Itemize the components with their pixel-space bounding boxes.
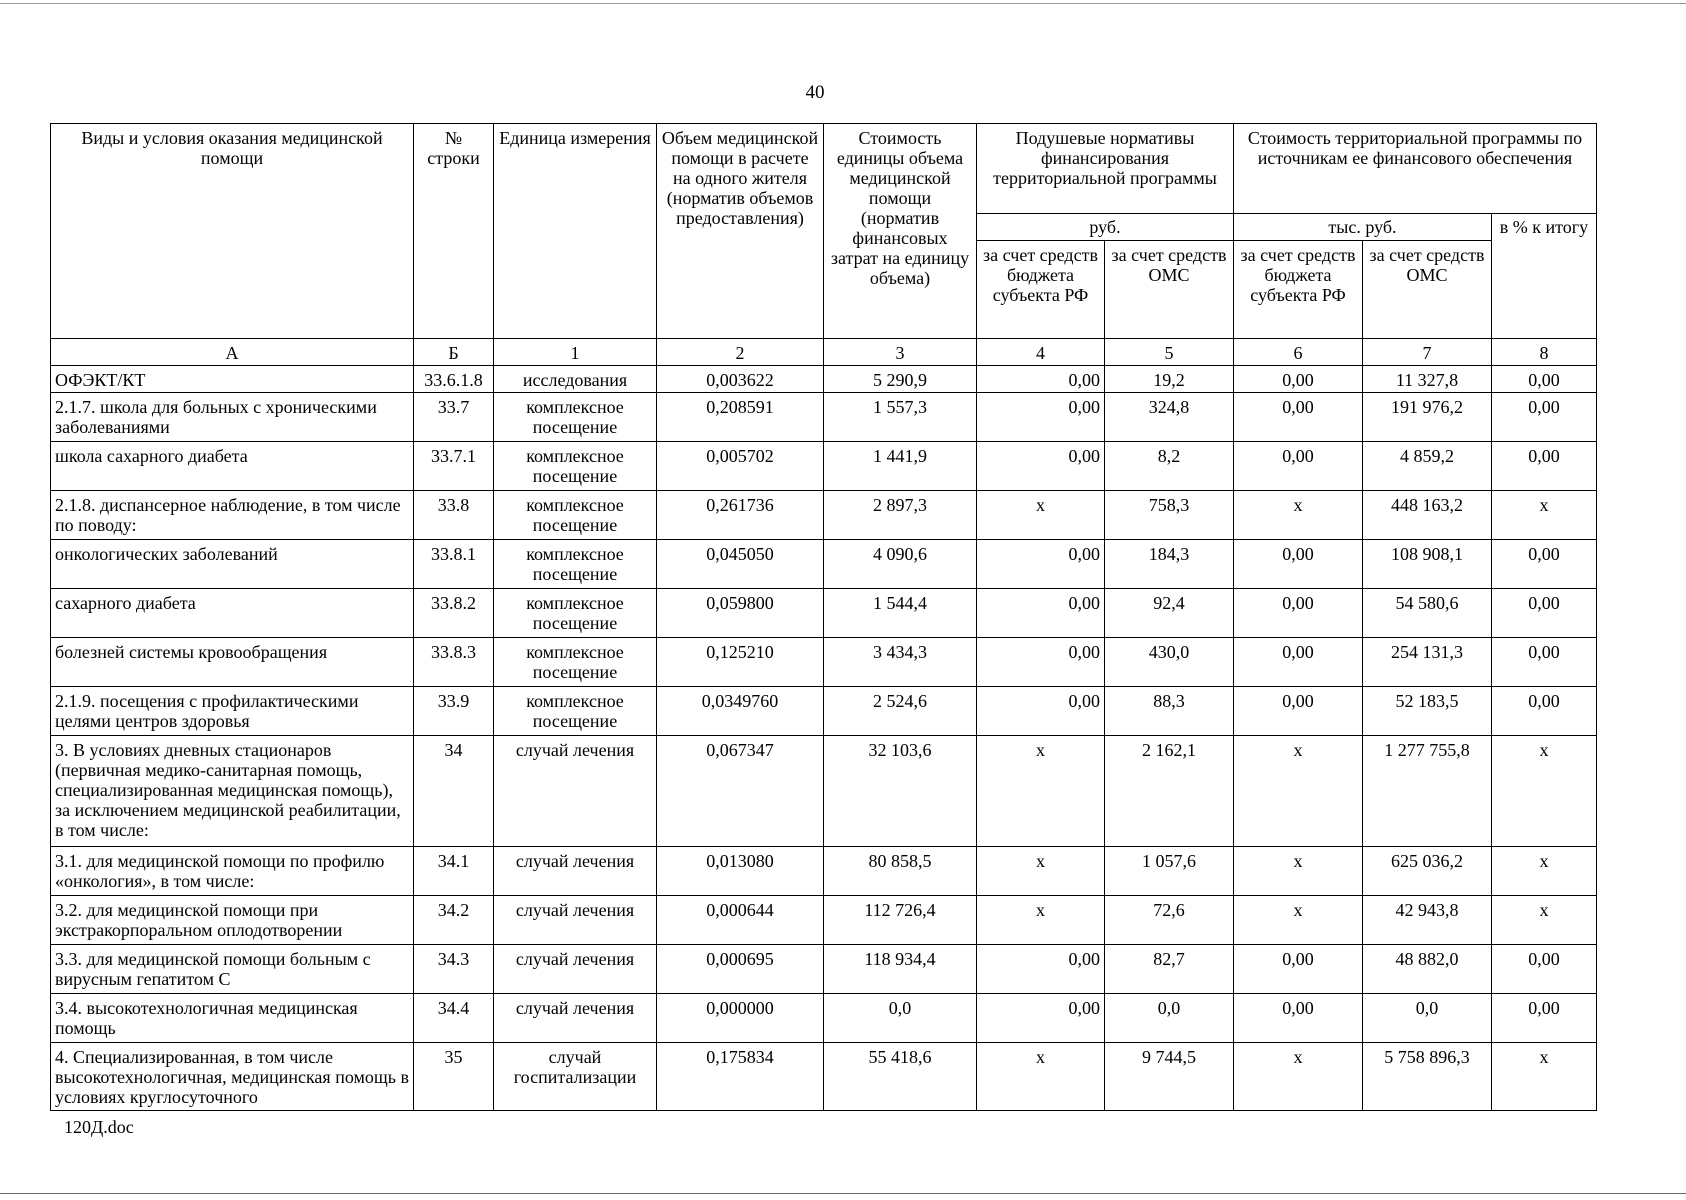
- row-budget-rub: х: [977, 491, 1105, 540]
- row-budget-thous: х: [1234, 847, 1363, 896]
- row-budget-thous: 0,00: [1234, 638, 1363, 687]
- row-number: 33.7.1: [414, 442, 494, 491]
- row-number: 33.8.2: [414, 589, 494, 638]
- row-budget-thous: 0,00: [1234, 687, 1363, 736]
- column-letter: 1: [494, 339, 657, 366]
- table-row: [51, 1043, 1597, 1111]
- row-percent: х: [1492, 847, 1597, 896]
- row-unit-cost: 118 934,4: [824, 945, 977, 994]
- row-oms-rub: 184,3: [1105, 540, 1234, 589]
- row-volume: 0,059800: [657, 589, 824, 638]
- row-oms-rub: 2 162,1: [1105, 736, 1234, 847]
- scan-top-edge: [0, 3, 1686, 4]
- row-name: 3.3. для медицинской помощи больным с вирусным гепатитом С: [51, 945, 414, 994]
- row-unit: случай лечения: [494, 736, 657, 847]
- row-oms-thous: 1 277 755,8: [1363, 736, 1492, 847]
- header-unit-cost: Стоимость единицы объема медицинской помощи (норматив финансовых затрат на единицу объема): [824, 124, 977, 339]
- row-unit: случай лечения: [494, 896, 657, 945]
- row-budget-rub: 0,00: [977, 638, 1105, 687]
- header-budget-thous: за счет средств бюджета субъекта РФ: [1234, 241, 1363, 339]
- row-number: 33.8.3: [414, 638, 494, 687]
- row-budget-thous: х: [1234, 1043, 1363, 1111]
- row-number: 33.7: [414, 393, 494, 442]
- row-oms-rub: 0,0: [1105, 994, 1234, 1043]
- row-oms-thous: 11 327,8: [1363, 366, 1492, 393]
- row-percent: х: [1492, 896, 1597, 945]
- row-oms-rub: 82,7: [1105, 945, 1234, 994]
- column-letter: 4: [977, 339, 1105, 366]
- row-oms-thous: 0,0: [1363, 994, 1492, 1043]
- row-name: 2.1.7. школа для больных с хроническими заболеваниями: [51, 393, 414, 442]
- header-rub: руб.: [977, 214, 1234, 241]
- row-oms-thous: 4 859,2: [1363, 442, 1492, 491]
- header-type: Виды и условия оказания медицинской помощи: [51, 124, 414, 339]
- row-name: школа сахарного диабета: [51, 442, 414, 491]
- row-unit: комплексное посещение: [494, 638, 657, 687]
- row-oms-rub: 72,6: [1105, 896, 1234, 945]
- row-budget-thous: х: [1234, 491, 1363, 540]
- row-number: 33.9: [414, 687, 494, 736]
- financing-table: [50, 123, 1597, 1111]
- row-oms-rub: 430,0: [1105, 638, 1234, 687]
- row-volume: 0,000644: [657, 896, 824, 945]
- row-percent: 0,00: [1492, 393, 1597, 442]
- row-volume: 0,0349760: [657, 687, 824, 736]
- row-name: 3.4. высокотехнологичная медицинская помощь: [51, 994, 414, 1043]
- row-oms-thous: 448 163,2: [1363, 491, 1492, 540]
- table-row: [51, 366, 1597, 393]
- header-per-capita-group: Подушевые нормативы финансирования территориальной программы: [977, 124, 1234, 214]
- row-budget-thous: 0,00: [1234, 393, 1363, 442]
- header-volume: Объем медицинской помощи в расчете на одного жителя (норматив объемов предоставления): [657, 124, 824, 339]
- row-unit-cost: 1 441,9: [824, 442, 977, 491]
- header-percent: в % к итогу: [1492, 214, 1597, 339]
- table-row: [51, 638, 1597, 687]
- row-oms-thous: 625 036,2: [1363, 847, 1492, 896]
- row-volume: 0,125210: [657, 638, 824, 687]
- header-oms-rub: за счет средств ОМС: [1105, 241, 1234, 339]
- scan-bottom-edge: [0, 1193, 1686, 1194]
- row-volume: 0,175834: [657, 1043, 824, 1111]
- row-number: 34.2: [414, 896, 494, 945]
- row-volume: 0,000695: [657, 945, 824, 994]
- row-oms-thous: 108 908,1: [1363, 540, 1492, 589]
- row-number: 34: [414, 736, 494, 847]
- row-unit-cost: 0,0: [824, 994, 977, 1043]
- table-row: [51, 589, 1597, 638]
- row-budget-rub: 0,00: [977, 442, 1105, 491]
- row-percent: 0,00: [1492, 442, 1597, 491]
- table-row: [51, 847, 1597, 896]
- row-unit: комплексное посещение: [494, 491, 657, 540]
- row-volume: 0,045050: [657, 540, 824, 589]
- row-budget-rub: 0,00: [977, 994, 1105, 1043]
- row-budget-thous: 0,00: [1234, 589, 1363, 638]
- header-unit: Единица измерения: [494, 124, 657, 339]
- row-budget-rub: 0,00: [977, 589, 1105, 638]
- table-row: [51, 945, 1597, 994]
- row-unit: случай лечения: [494, 945, 657, 994]
- row-number: 33.8: [414, 491, 494, 540]
- row-volume: 0,003622: [657, 366, 824, 393]
- row-budget-rub: х: [977, 847, 1105, 896]
- row-unit: исследования: [494, 366, 657, 393]
- row-oms-rub: 9 744,5: [1105, 1043, 1234, 1111]
- row-oms-rub: 88,3: [1105, 687, 1234, 736]
- row-unit-cost: 32 103,6: [824, 736, 977, 847]
- column-letter: 3: [824, 339, 977, 366]
- row-unit-cost: 55 418,6: [824, 1043, 977, 1111]
- row-budget-thous: 0,00: [1234, 994, 1363, 1043]
- row-oms-thous: 42 943,8: [1363, 896, 1492, 945]
- row-oms-thous: 5 758 896,3: [1363, 1043, 1492, 1111]
- row-name: онкологических заболеваний: [51, 540, 414, 589]
- row-volume: 0,005702: [657, 442, 824, 491]
- row-budget-rub: х: [977, 736, 1105, 847]
- row-oms-rub: 19,2: [1105, 366, 1234, 393]
- row-name: сахарного диабета: [51, 589, 414, 638]
- row-oms-rub: 1 057,6: [1105, 847, 1234, 896]
- row-budget-thous: х: [1234, 736, 1363, 847]
- row-percent: 0,00: [1492, 366, 1597, 393]
- row-name: 3.1. для медицинской помощи по профилю «онкология», в том числе:: [51, 847, 414, 896]
- row-oms-thous: 191 976,2: [1363, 393, 1492, 442]
- table-row: [51, 994, 1597, 1043]
- row-name: 2.1.8. диспансерное наблюдение, в том числе по поводу:: [51, 491, 414, 540]
- table-row: [51, 896, 1597, 945]
- column-letter: 7: [1363, 339, 1492, 366]
- row-unit-cost: 80 858,5: [824, 847, 977, 896]
- header-row-number: № строки: [414, 124, 494, 339]
- row-percent: 0,00: [1492, 540, 1597, 589]
- row-unit: комплексное посещение: [494, 393, 657, 442]
- row-number: 33.8.1: [414, 540, 494, 589]
- row-budget-thous: 0,00: [1234, 366, 1363, 393]
- row-number: 34.4: [414, 994, 494, 1043]
- row-oms-thous: 54 580,6: [1363, 589, 1492, 638]
- row-name: 2.1.9. посещения с профилактическими целями центров здоровья: [51, 687, 414, 736]
- row-unit: комплексное посещение: [494, 687, 657, 736]
- row-percent: х: [1492, 736, 1597, 847]
- row-oms-rub: 324,8: [1105, 393, 1234, 442]
- row-unit: случай лечения: [494, 847, 657, 896]
- row-unit: комплексное посещение: [494, 589, 657, 638]
- row-name: 3. В условиях дневных стационаров (первичная медико-санитарная помощь, специализированная медицинская помощь), за исключением медицинской реабилитации, в том числе:: [51, 736, 414, 847]
- row-name: ОФЭКТ/КТ: [51, 366, 414, 393]
- table-row: [51, 736, 1597, 847]
- row-budget-rub: х: [977, 1043, 1105, 1111]
- row-unit-cost: 2 524,6: [824, 687, 977, 736]
- row-budget-thous: 0,00: [1234, 945, 1363, 994]
- row-volume: 0,261736: [657, 491, 824, 540]
- column-letter: 2: [657, 339, 824, 366]
- row-oms-thous: 52 183,5: [1363, 687, 1492, 736]
- row-number: 35: [414, 1043, 494, 1111]
- row-name: 4. Специализированная, в том числе высокотехнологичная, медицинская помощь в условиях круглосуточного: [51, 1043, 414, 1111]
- column-letter: 5: [1105, 339, 1234, 366]
- row-number: 33.6.1.8: [414, 366, 494, 393]
- row-percent: 0,00: [1492, 638, 1597, 687]
- row-unit-cost: 5 290,9: [824, 366, 977, 393]
- row-percent: 0,00: [1492, 687, 1597, 736]
- column-letter: 8: [1492, 339, 1597, 366]
- row-budget-rub: 0,00: [977, 393, 1105, 442]
- header-cost-group: Стоимость территориальной программы по источникам ее финансового обеспечения: [1234, 124, 1597, 214]
- row-percent: 0,00: [1492, 589, 1597, 638]
- table-row: [51, 442, 1597, 491]
- row-unit-cost: 3 434,3: [824, 638, 977, 687]
- header-budget-rub: за счет средств бюджета субъекта РФ: [977, 241, 1105, 339]
- row-unit: случай лечения: [494, 994, 657, 1043]
- row-unit-cost: 1 544,4: [824, 589, 977, 638]
- row-percent: 0,00: [1492, 994, 1597, 1043]
- row-oms-rub: 92,4: [1105, 589, 1234, 638]
- row-unit-cost: 2 897,3: [824, 491, 977, 540]
- header-oms-thous: за счет средств ОМС: [1363, 241, 1492, 339]
- table-row: [51, 393, 1597, 442]
- table-row: [51, 687, 1597, 736]
- row-budget-thous: 0,00: [1234, 540, 1363, 589]
- row-unit: комплексное посещение: [494, 540, 657, 589]
- row-oms-thous: 48 882,0: [1363, 945, 1492, 994]
- row-budget-rub: 0,00: [977, 945, 1105, 994]
- row-volume: 0,013080: [657, 847, 824, 896]
- row-budget-rub: 0,00: [977, 366, 1105, 393]
- row-unit: случай госпитализации: [494, 1043, 657, 1111]
- row-name: болезней системы кровообращения: [51, 638, 414, 687]
- footer-filename: 120Д.doc: [64, 1117, 134, 1137]
- row-percent: х: [1492, 491, 1597, 540]
- table-row: [51, 491, 1597, 540]
- column-letter: А: [51, 339, 414, 366]
- table-row: [51, 540, 1597, 589]
- row-oms-thous: 254 131,3: [1363, 638, 1492, 687]
- row-budget-thous: х: [1234, 896, 1363, 945]
- row-oms-rub: 8,2: [1105, 442, 1234, 491]
- row-percent: х: [1492, 1043, 1597, 1111]
- row-oms-rub: 758,3: [1105, 491, 1234, 540]
- row-volume: 0,000000: [657, 994, 824, 1043]
- row-budget-rub: х: [977, 896, 1105, 945]
- row-unit-cost: 112 726,4: [824, 896, 977, 945]
- row-unit-cost: 1 557,3: [824, 393, 977, 442]
- row-volume: 0,067347: [657, 736, 824, 847]
- row-number: 34.3: [414, 945, 494, 994]
- row-unit: комплексное посещение: [494, 442, 657, 491]
- page-number: 40: [805, 82, 825, 103]
- column-letter: 6: [1234, 339, 1363, 366]
- row-budget-rub: 0,00: [977, 687, 1105, 736]
- row-name: 3.2. для медицинской помощи при экстракорпоральном оплодотворении: [51, 896, 414, 945]
- row-budget-rub: 0,00: [977, 540, 1105, 589]
- column-letter: Б: [414, 339, 494, 366]
- header-thous-rub: тыс. руб.: [1234, 214, 1492, 241]
- row-number: 34.1: [414, 847, 494, 896]
- row-volume: 0,208591: [657, 393, 824, 442]
- row-budget-thous: 0,00: [1234, 442, 1363, 491]
- row-unit-cost: 4 090,6: [824, 540, 977, 589]
- row-percent: 0,00: [1492, 945, 1597, 994]
